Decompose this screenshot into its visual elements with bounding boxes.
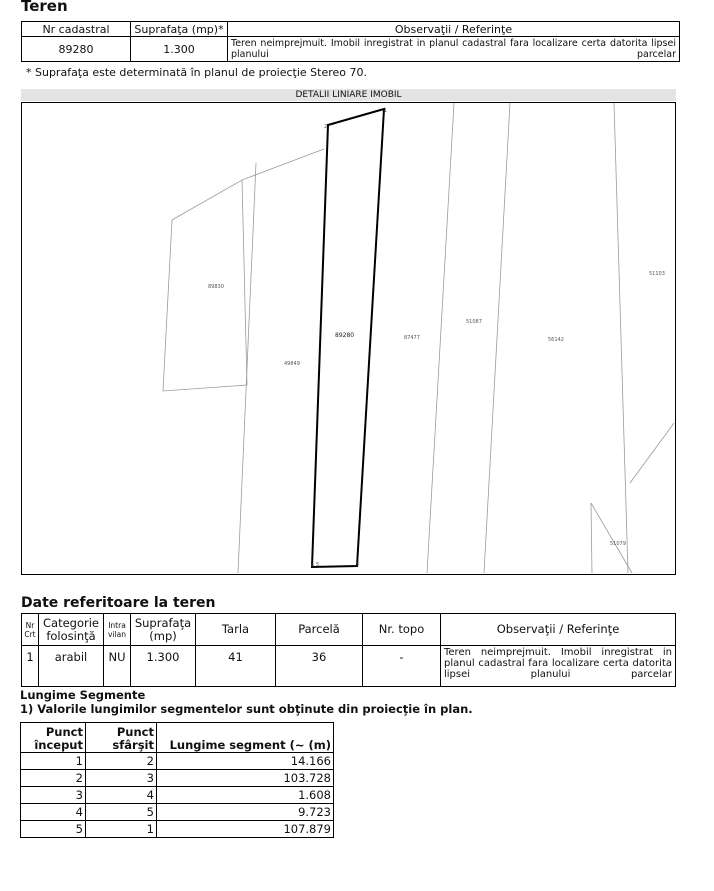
cell-length: 14.166 <box>157 753 334 770</box>
cell-end: 5 <box>86 804 157 821</box>
parcel-line <box>484 103 510 573</box>
cell-nr-cadastral: 89280 <box>22 37 131 62</box>
header-intravilan: Intra vilan <box>104 614 131 646</box>
cell-tarla: 41 <box>196 646 276 687</box>
header-nr-crt: Nr Crt <box>22 614 39 646</box>
segments-note: 1) Valorile lungimilor segmentelor sunt obţinute din proiecţie în plan. <box>20 702 473 716</box>
date-table <box>21 613 676 687</box>
vertex-label-2: 2 <box>324 124 328 130</box>
cell-start: 5 <box>21 821 86 838</box>
table-row <box>21 804 334 821</box>
teren-header-row <box>22 22 680 37</box>
header-suprafata: Suprafaţa (mp)* <box>131 22 228 37</box>
header-nr-cadastral: Nr cadastral <box>22 22 131 37</box>
table-row <box>21 821 334 838</box>
table-row <box>21 787 334 804</box>
cell-end: 1 <box>86 821 157 838</box>
cell-suprafata: 1.300 <box>131 37 228 62</box>
parcel-label-51079: 51079 <box>610 541 626 547</box>
header-suprafata: Suprafaţa (mp) <box>131 614 196 646</box>
parcel-line <box>242 149 324 180</box>
cell-start: 1 <box>21 753 86 770</box>
parcel-label-89280: 89280 <box>335 332 355 339</box>
parcel-label-87477: 87477 <box>404 335 420 341</box>
cell-observatii: Teren neimprejmuit. Imobil inregistrat in planul cadastral fara localizare certa datorita lipsei planului parcelar <box>228 37 680 62</box>
parcel-label-89830: 89830 <box>208 284 224 290</box>
cell-end: 3 <box>86 770 157 787</box>
cell-length: 103.728 <box>157 770 334 787</box>
header-punct-inceput: Punct început <box>21 723 86 753</box>
header-observatii: Observaţii / Referinţe <box>441 614 676 646</box>
header-parcela: Parcelă <box>276 614 363 646</box>
vertex-label-3: 3 <box>356 562 360 568</box>
header-lungime-segment: Lungime segment (~ (m) <box>157 723 334 753</box>
vertex-label-1: 1 <box>384 108 388 114</box>
cell-nr: 1 <box>22 646 39 687</box>
cell-start: 4 <box>21 804 86 821</box>
cell-length: 1.608 <box>157 787 334 804</box>
header-observatii: Observaţii / Referinţe <box>228 22 680 37</box>
cell-observatii: Teren neimprejmuit. Imobil inregistrat in planul cadastral fara localizare certa datorita lipsei planului parcelar <box>441 646 676 687</box>
parcel-line <box>427 103 454 573</box>
parcel-label-51103: 51103 <box>649 271 665 277</box>
header-nr-topo: Nr. topo <box>363 614 441 646</box>
parcel-outline-89830 <box>163 180 247 391</box>
cell-length: 107.879 <box>157 821 334 838</box>
teren-data-row <box>22 37 680 62</box>
vertex-label-5: 5 <box>316 562 320 568</box>
table-row <box>22 646 676 687</box>
parcel-line <box>614 103 628 573</box>
cell-nr-topo: - <box>363 646 441 687</box>
cell-length: 9.723 <box>157 804 334 821</box>
parcel-line <box>630 423 674 483</box>
cell-end: 4 <box>86 787 157 804</box>
cell-categorie: arabil <box>39 646 104 687</box>
parcel-label-51087: 51087 <box>466 319 482 325</box>
vertex-label-4: 4 <box>311 563 315 569</box>
table-row <box>21 753 334 770</box>
cadastral-map <box>21 102 676 575</box>
teren-table <box>21 21 680 62</box>
cell-parcela: 36 <box>276 646 363 687</box>
header-categorie: Categorie folosinţă <box>39 614 104 646</box>
map-header: DETALII LINIARE IMOBIL <box>21 89 676 101</box>
parcel-label-56142: 56142 <box>548 337 564 343</box>
cell-suprafata: 1.300 <box>131 646 196 687</box>
cell-intravilan: NU <box>104 646 131 687</box>
cell-start: 3 <box>21 787 86 804</box>
date-title: Date referitoare la teren <box>21 595 216 611</box>
cell-end: 2 <box>86 753 157 770</box>
header-tarla: Tarla <box>196 614 276 646</box>
parcel-line <box>591 503 592 573</box>
parcel-line <box>238 163 256 573</box>
map-drawing <box>22 103 675 574</box>
parcel-label-49849: 49849 <box>284 361 300 367</box>
header-punct-sfarsit: Punct sfârşit <box>86 723 157 753</box>
segments-title: Lungime Segmente <box>20 688 146 702</box>
segments-table <box>20 722 334 838</box>
segments-header-row <box>21 723 334 753</box>
date-header-row <box>22 614 676 646</box>
cell-start: 2 <box>21 770 86 787</box>
footnote: * Suprafaţa este determinată în planul de proiecţie Stereo 70. <box>26 66 368 79</box>
table-row <box>21 770 334 787</box>
section-title: Teren <box>21 0 68 15</box>
